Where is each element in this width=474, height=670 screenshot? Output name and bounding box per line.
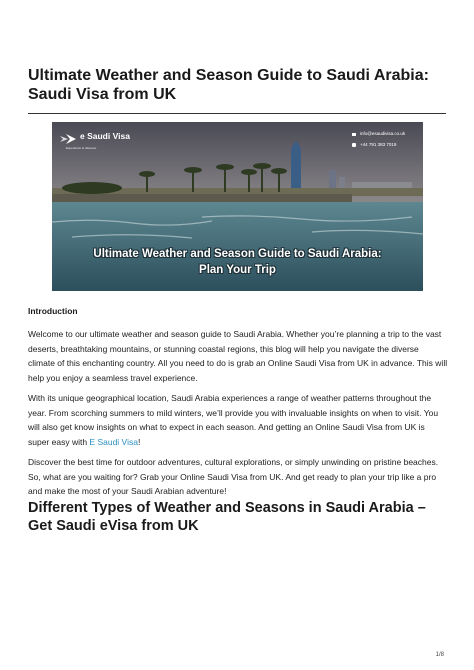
page-number: 1/8	[435, 652, 444, 658]
intro-paragraph-1: Welcome to our ultimate weather and season guide to Saudi Arabia. Whether you’re planning a trip to the vast deserts, breathtaking mountains, or stunning coastal regions, this blog will help you navigate the diverse climate of this enchanting country. All you need to do is grab an Online Saudi Visa from UK in advance. This will help you enjoy a seamless travel experience.	[28, 329, 448, 383]
logo-text: e Saudi Visa	[80, 131, 130, 141]
hero-banner-image	[52, 122, 423, 291]
intro-paragraph-3: Discover the best time for outdoor adventures, cultural explorations, or simply unwinding on pristine beaches. So, what are you waiting for? Grab your Online Saudi Visa from UK. And get ready to plan your trip like a pro and make the most of your Saudi Arabian adventure!	[28, 457, 439, 497]
banner-heading-line2: Plan Your Trip	[199, 264, 276, 276]
contact-phone: +44 791 383 7019	[360, 142, 397, 147]
e-saudi-visa-link[interactable]: E Saudi Visa	[89, 436, 138, 447]
title-divider	[28, 113, 446, 114]
page-title: Ultimate Weather and Season Guide to Saudi Arabia: Saudi Visa from UK	[28, 67, 429, 103]
intro-heading: Introduction	[28, 306, 78, 316]
paragraph-2-text: With its unique geographical location, Saudi Arabia experiences a range of weather patterns throughout the year. From scorching summers to mild winters, we’ll provide you with invaluable insights on when to visit. You will also get know insights on what to expect in each season. And getting an Online Saudi Visa from UK is super easy with	[28, 393, 439, 447]
section-heading: Different Types of Weather and Seasons in Saudi Arabia – Get Saudi eVisa from UK	[28, 500, 426, 534]
intro-paragraph-2	[28, 391, 448, 449]
paragraph-2-end: !	[137, 436, 141, 447]
banner-heading-line1: Ultimate Weather and Season Guide to Saudi Arabia:	[93, 248, 382, 260]
contact-email: info@esaudivisa.co.uk	[360, 131, 406, 136]
logo-tagline: Experience to discover	[66, 146, 97, 150]
